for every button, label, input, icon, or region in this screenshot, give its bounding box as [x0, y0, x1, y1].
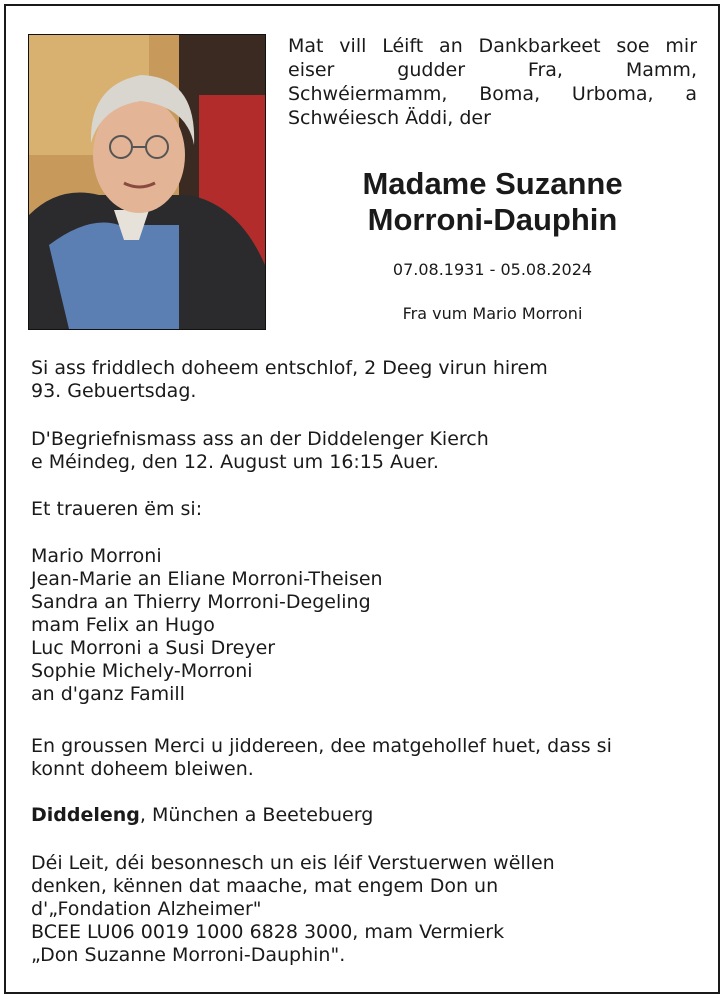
donation-line: BCEE LU06 0019 1000 6828 3000, mam Vermierk — [31, 921, 505, 943]
mourners-list — [31, 545, 701, 706]
life-dates: 07.08.1931 - 05.08.2024 — [392, 260, 593, 279]
mourner-item: Mario Morroni — [31, 545, 162, 567]
mass-notice-line: e Méindeg, den 12. August um 16:15 Auer. — [31, 451, 439, 473]
thanks-line: En groussen Merci u jiddereen, dee matgehollef huet, dass si — [31, 735, 612, 757]
intro-line: Schwéiesch Äddi, der — [288, 107, 491, 129]
portrait-photo — [28, 34, 266, 330]
mourner-item: mam Felix an Hugo — [31, 614, 215, 636]
donation-line: d'„Fondation Alzheimer" — [31, 898, 262, 920]
place-bold: Diddeleng — [31, 804, 140, 826]
mourners-heading: Et traueren ëm si: — [31, 498, 203, 520]
intro-line: eiser gudder Fra, Mamm, — [288, 59, 697, 81]
death-notice — [31, 357, 701, 403]
name-line-2: Morroni-Dauphin — [367, 202, 618, 237]
mourner-item: Luc Morroni a Susi Dreyer — [31, 637, 276, 659]
mass-notice-line: D'Begriefnismass ass an der Diddelenger Kierch — [31, 428, 489, 450]
mourner-item: Jean-Marie an Eliane Morroni-Theisen — [31, 568, 383, 590]
death-notice-line: 93. Gebuertsdag. — [31, 380, 197, 402]
mourner-item: Sophie Michely-Morroni — [31, 660, 253, 682]
intro-text — [288, 34, 697, 130]
place-rest: , München a Beetebuerg — [139, 804, 374, 826]
donation-note — [31, 852, 701, 967]
death-notice-line: Si ass friddlech doheem entschlof, 2 Deeg virun hirem — [31, 357, 548, 379]
spouse-line: Fra vum Mario Morroni — [402, 304, 583, 323]
name-line-1: Madame Suzanne — [362, 166, 623, 201]
mourner-item: an d'ganz Famill — [31, 683, 185, 705]
donation-line: denken, kënnen dat maache, mat engem Don un — [31, 875, 499, 897]
mass-notice — [31, 428, 701, 474]
places-line — [31, 804, 701, 827]
intro-line: Schwéiermamm, Boma, Urboma, a — [288, 83, 697, 105]
intro-line: Mat vill Léift an Dankbarkeet soe mir — [288, 35, 697, 57]
donation-line: Déi Leit, déi besonnesch un eis léif Verstuerwen wëllen — [31, 852, 555, 874]
donation-line: „Don Suzanne Morroni-Dauphin". — [31, 944, 346, 966]
thanks-note — [31, 735, 701, 781]
deceased-name — [288, 166, 697, 238]
thanks-line: konnt doheem bleiwen. — [31, 758, 254, 780]
mourner-item: Sandra an Thierry Morroni-Degeling — [31, 591, 371, 613]
